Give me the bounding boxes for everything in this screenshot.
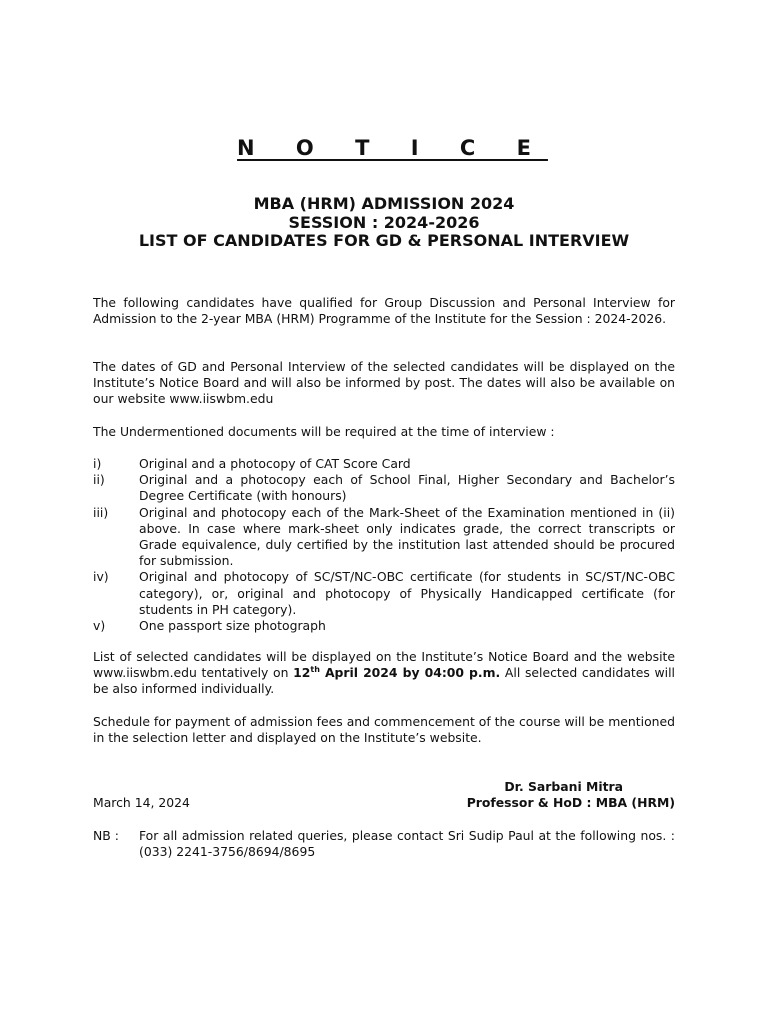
paragraph-schedule: Schedule for payment of admission fees and commencement of the course will be mentioned in the selection letter and displayed on the Institute’s website. (93, 714, 675, 746)
list-item (93, 569, 675, 618)
list-item (93, 456, 675, 472)
notice-title (0, 133, 768, 163)
list-item-text: Original and a photocopy each of School Final, Higher Secondary and Bachelor’s Degree Certificate (with honours) (139, 472, 675, 504)
list-item-number: ii) (93, 472, 105, 488)
list-item-text: Original and a photocopy of CAT Score Card (139, 456, 411, 471)
nb-note (93, 828, 675, 860)
list-item-text: Original and photocopy of SC/ST/NC-OBC certificate (for students in SC/ST/NC-OBC category), or, original and photocopy of Physically Handicapped certificate (for students in PH category). (139, 569, 675, 617)
list-item (93, 618, 675, 634)
announcement-day-suffix: th (310, 665, 320, 675)
announcement-date (293, 665, 500, 680)
nb-text: For all admission related queries, please contact Sri Sudip Paul at the following nos. : (033) 2241-3756/8694/8695 (139, 828, 675, 860)
heading-list: LIST OF CANDIDATES FOR GD & PERSONAL INTERVIEW (138, 231, 630, 250)
paragraph-selected-list-end: All selected candidates will be also informed individually. (93, 665, 675, 697)
list-item-text: One passport size photograph (139, 618, 326, 634)
paragraph-dates: The dates of GD and Personal Interview of the selected candidates will be displayed on the Institute’s Notice Board and will also be informed by post. The dates will also be available on our website www.iiswbm.edu (93, 359, 675, 407)
nb-label: NB : (93, 828, 119, 843)
list-item-number: v) (93, 618, 106, 634)
announcement-date-rest: April 2024 by 04:00 p.m. (319, 665, 501, 681)
list-item-number: i) (93, 456, 102, 471)
heading-admission: MBA (HRM) ADMISSION 2024 (253, 194, 515, 213)
notice-title-text: N O T I C E (237, 136, 548, 160)
list-item-number: iv) (93, 569, 109, 585)
documents-list (93, 456, 675, 634)
list-item (93, 505, 675, 570)
paragraph-qualified: The following candidates have qualified for Group Discussion and Personal Interview for Admission to the 2-year MBA (HRM) Programme of the Institute for the Session : 2024-2026. (93, 295, 675, 327)
notice-headings (0, 195, 768, 251)
heading-session: SESSION : 2024-2026 (288, 212, 480, 232)
paragraph-selected-list-start: List of selected candidates will be displayed on the Institute’s Notice Board and the website www.iiswbm.edu tentatively on (93, 649, 675, 681)
list-item (93, 472, 675, 504)
list-item-number: iii) (93, 504, 109, 520)
paragraph-selected-list (93, 649, 675, 698)
signatory-name: Dr. Sarbani Mitra (504, 779, 623, 794)
list-item-text: Original and photocopy each of the Mark-Sheet of the Examination mentioned in (ii) above. In case where mark-sheet only indicates grade, the correct transcripts or Grade equivalence, duly certified by the institution last attended should be procured for submission. (139, 504, 675, 569)
signatory-title: Professor & HoD : MBA (HRM) (466, 795, 675, 810)
announcement-day: 12 (293, 665, 311, 681)
paragraph-documents-intro: The Undermentioned documents will be required at the time of interview : (93, 424, 555, 439)
notice-date: March 14, 2024 (93, 795, 190, 810)
